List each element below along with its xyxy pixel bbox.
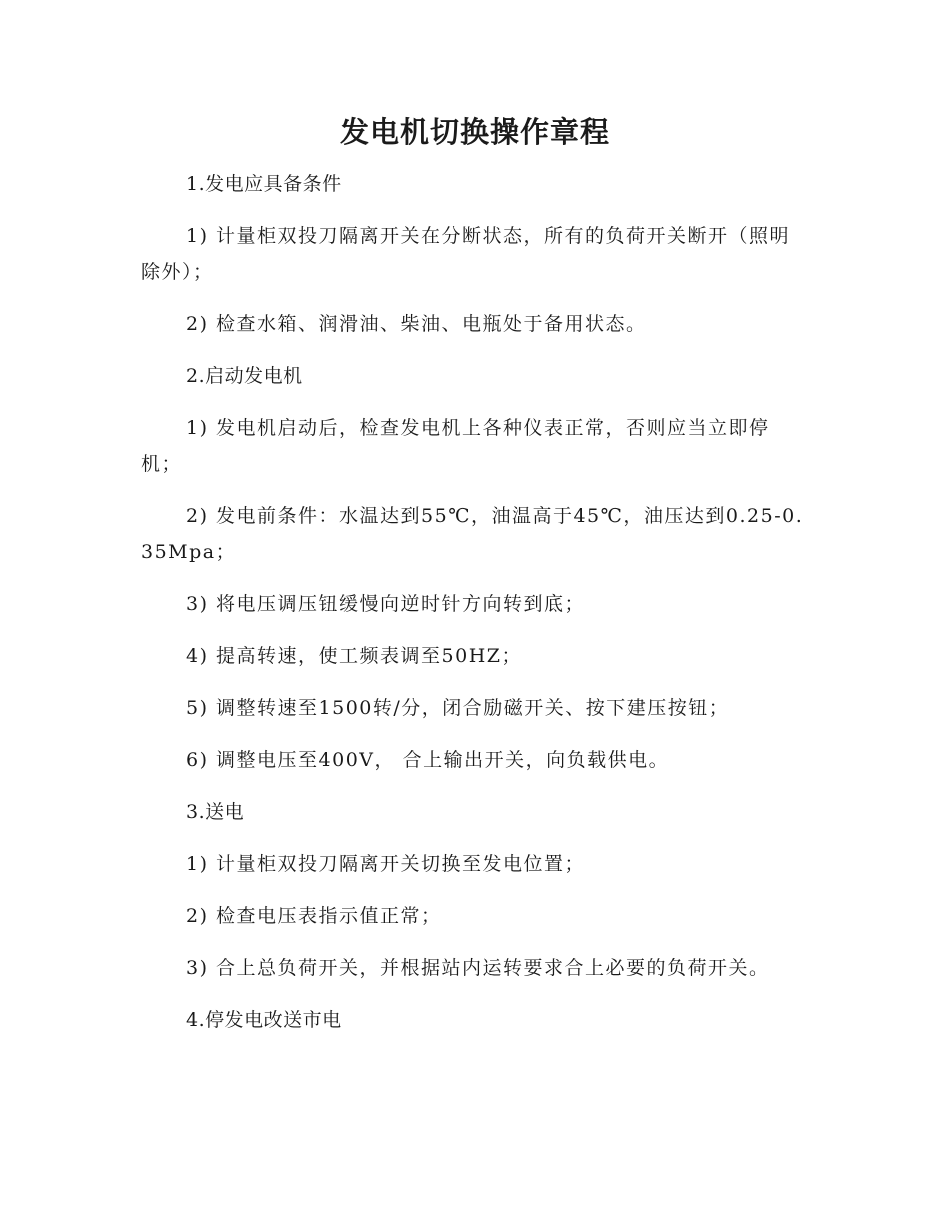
list-item: 4) 提高转速，使工频表调至50HZ； xyxy=(186,645,522,667)
list-item: 1) 计量柜双投刀隔离开关在分断状态，所有的负荷开关断开（照明除外）； xyxy=(141,225,791,283)
document-title: 发电机切换操作章程 xyxy=(339,115,610,149)
list-item: 2) 检查水箱、润滑油、柴油、电瓶处于备用状态。 xyxy=(186,313,647,335)
list-item: 1) 发电机启动后，检查发电机上各种仪表正常，否则应当立即停机； xyxy=(141,417,770,475)
section-heading: 3.送电 xyxy=(186,801,245,823)
list-item: 2) 发电前条件：水温达到55℃，油温高于45℃，油压达到0.25-0.35Mpa； xyxy=(141,505,804,563)
list-item: 2) 检查电压表指示值正常； xyxy=(186,905,442,927)
list-item: 3) 合上总负荷开关，并根据站内运转要求合上必要的负荷开关。 xyxy=(186,957,770,979)
document-body xyxy=(141,166,809,1054)
list-item: 5) 调整转速至1500转/分，闭合励磁开关、按下建压按钮； xyxy=(186,697,730,719)
section-heading: 2.启动发电机 xyxy=(186,365,303,387)
list-item: 1) 计量柜双投刀隔离开关切换至发电位置； xyxy=(186,853,586,875)
list-item: 3) 将电压调压钮缓慢向逆时针方向转到底； xyxy=(186,593,586,615)
section-heading: 1.发电应具备条件 xyxy=(186,173,342,195)
list-item: 6) 调整电压至400V， 合上输出开关，向负载供电。 xyxy=(186,749,670,771)
section-heading: 4.停发电改送市电 xyxy=(186,1009,342,1031)
